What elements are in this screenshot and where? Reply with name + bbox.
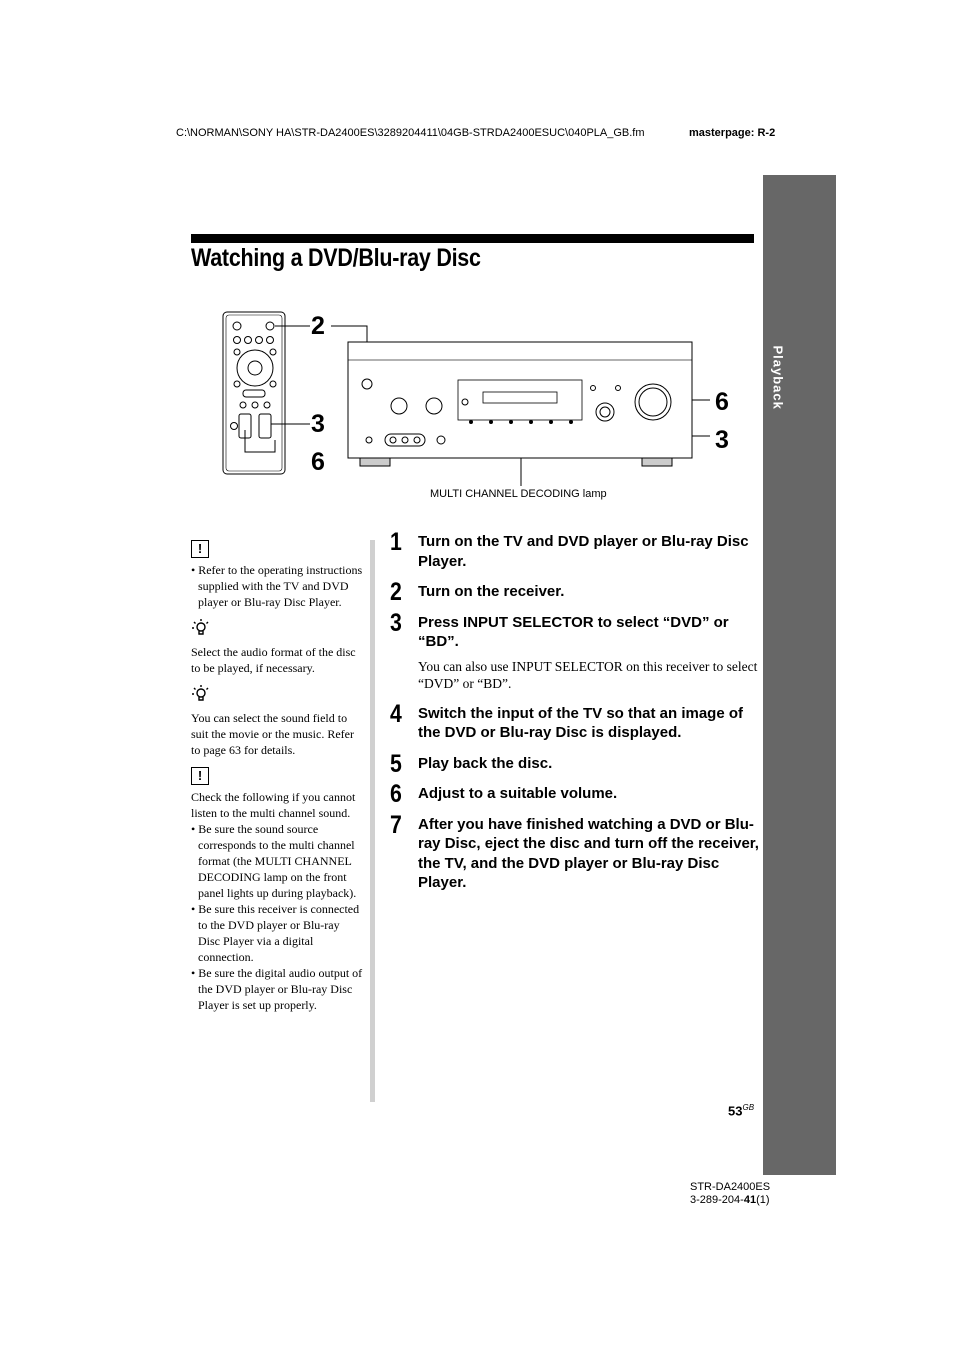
callout-3-remote: 3 [311, 410, 325, 438]
header-file-path: C:\NORMAN\SONY HA\STR-DA2400ES\3289204411\04GB-STRDA2400ESUC\040PLA_GB.fm [176, 127, 645, 139]
step-number: 5 [390, 749, 402, 778]
step-7 [390, 810, 760, 893]
step-number: 3 [390, 608, 402, 637]
note2-bullet: • Be sure the sound source corresponds to the multi channel format (the MULTI CHANNEL DECODING lamp on the front panel lights up during playback). [191, 822, 357, 900]
step-text: Turn on the TV and DVD player or Blu-ray Disc Player. [418, 533, 749, 570]
step-6 [390, 780, 760, 808]
step-text: Press INPUT SELECTOR to select “DVD” or “BD”. [418, 613, 729, 650]
step-number: 7 [390, 810, 402, 839]
note1-bullet: • Refer to the operating instructions supplied with the TV and DVD player or Blu-ray Disc Player. [191, 563, 363, 609]
callout-6-remote: 6 [311, 448, 325, 476]
receiver-front-panel-drawing [348, 342, 692, 466]
page-number: $53^{GB}$ [728, 1103, 755, 1119]
step-text: Play back the disc. [418, 754, 553, 772]
lightbulb-icon [191, 684, 209, 702]
side-tab-label: Playback [770, 345, 786, 410]
title-rule [191, 234, 754, 243]
header-masterpage: masterpage: R-2 [689, 127, 776, 139]
notes-column [191, 540, 363, 1013]
side-tab [763, 175, 836, 1175]
note2-bullet: • Be sure the digital audio output of the DVD player or Blu-ray Disc Player is set up properly. [191, 966, 363, 1012]
note-icon: ! [191, 540, 209, 558]
step-3 [390, 608, 760, 693]
lamp-label: MULTI CHANNEL DECODING lamp [430, 488, 607, 500]
column-divider [370, 540, 375, 1102]
step-4 [390, 699, 760, 743]
step-5 [390, 749, 760, 778]
tip2-text: You can select the sound field to suit the movie or the music. Refer to page 63 for details. [191, 711, 354, 757]
steps-list [390, 528, 760, 904]
step-number: 6 [390, 780, 402, 808]
step-text: After you have finished watching a DVD or Blu-ray Disc, eject the disc and turn off the receiver, the TV, and the DVD player or Blu-ray Disc Player. [418, 815, 759, 891]
step-text: Turn on the receiver. [418, 583, 565, 600]
step-text: Switch the input of the TV so that an image of the DVD or Blu-ray Disc is displayed. [418, 704, 744, 741]
step-number: 1 [390, 528, 402, 556]
lightbulb-icon [191, 618, 209, 636]
step-2 [390, 578, 760, 606]
callout-3-receiver: 3 [715, 426, 729, 454]
step-number: 2 [390, 578, 402, 606]
note2-bullet: • Be sure this receiver is connected to the DVD player or Blu-ray Disc Player via a digital connection. [191, 902, 360, 964]
step-subtext: You can also use INPUT SELECTOR on this receiver to select “DVD” or “BD”. [418, 658, 758, 691]
receiver-remote-illustration [215, 300, 745, 510]
step-number: 4 [390, 699, 402, 728]
model-part-number: 3-289-204-41(1) [690, 1194, 770, 1206]
note2-intro: Check the following if you cannot listen to the multi channel sound. [191, 790, 356, 820]
callout-6-receiver: 6 [715, 388, 729, 416]
step-1 [390, 528, 760, 571]
model-name: STR-DA2400ES [690, 1181, 771, 1193]
tip1-text: Select the audio format of the disc to be played, if necessary. [191, 645, 356, 675]
page-title: Watching a DVD/Blu-ray Disc [191, 244, 481, 272]
model-info [690, 1181, 770, 1207]
remote-control-drawing [223, 312, 285, 474]
callout-2-remote: 2 [311, 312, 325, 340]
note-icon: ! [191, 767, 209, 785]
step-text: Adjust to a suitable volume. [418, 785, 618, 802]
